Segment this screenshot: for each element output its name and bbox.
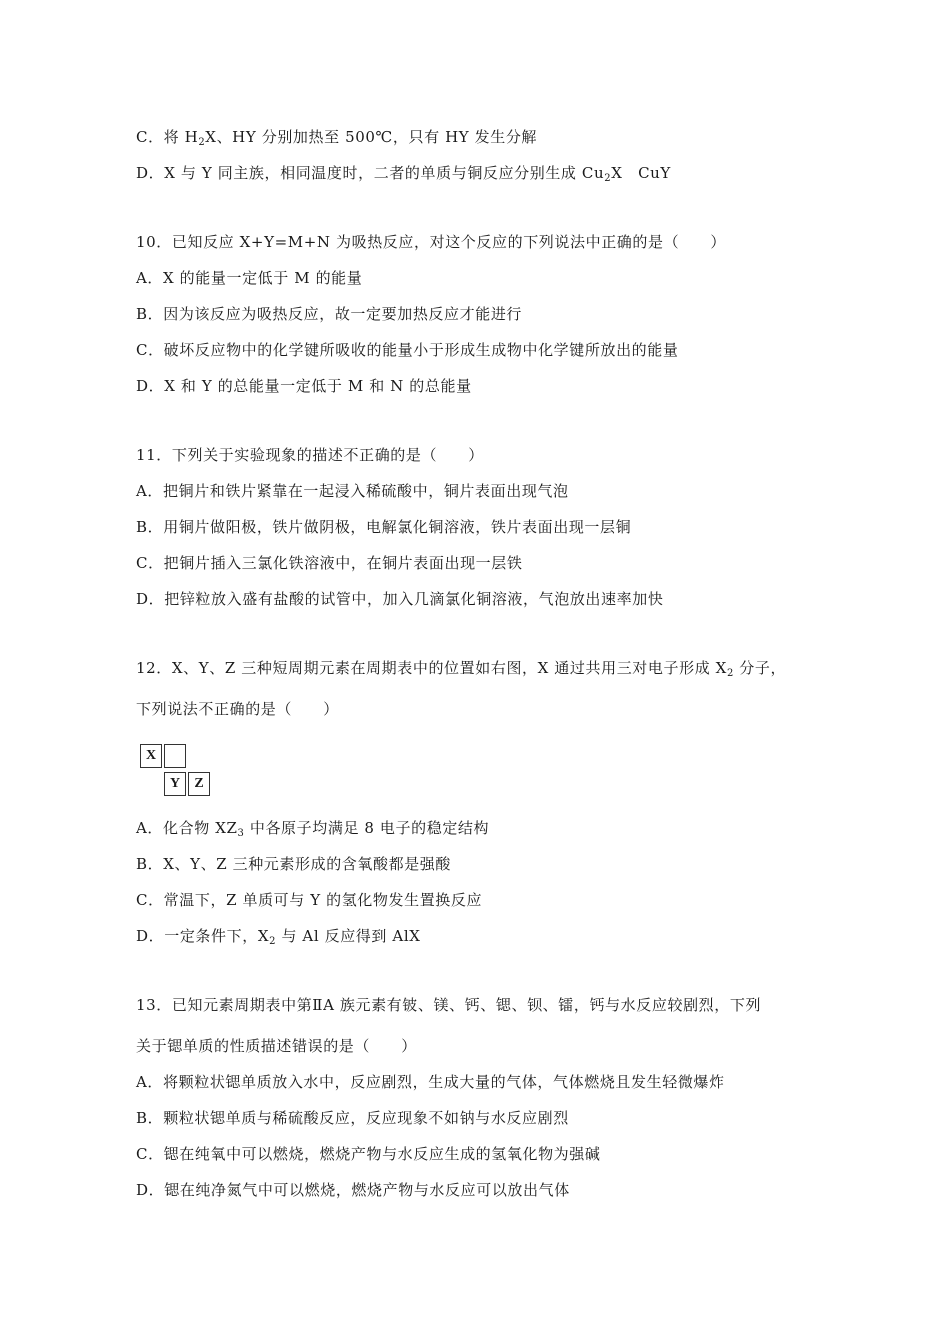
periodic-table-fragment	[140, 744, 215, 798]
grid-cell-z: Z	[188, 772, 210, 796]
q12-option-c: C．常温下，Z 单质可与 Y 的氢化物发生置换反应	[136, 891, 483, 909]
q12-option-b: B．X、Y、Z 三种元素形成的含氧酸都是强酸	[136, 855, 451, 873]
q12-stem-line2: 下列说法不正确的是（ ）	[136, 700, 339, 718]
q13-option-c: C．锶在纯氧中可以燃烧，燃烧产物与水反应生成的氢氧化物为强碱	[136, 1145, 601, 1163]
q10-option-b: B．因为该反应为吸热反应，故一定要加热反应才能进行	[136, 305, 523, 323]
q13-option-b: B．颗粒状锶单质与稀硫酸反应，反应现象不如钠与水反应剧烈	[136, 1109, 569, 1127]
q10-option-d: D．X 和 Y 的总能量一定低于 M 和 N 的总能量	[136, 377, 472, 395]
q11-option-d: D．把锌粒放入盛有盐酸的试管中，加入几滴氯化铜溶液，气泡放出速率加快	[136, 590, 664, 608]
q10-option-a: A．X 的能量一定低于 M 的能量	[136, 269, 363, 287]
q13-stem-line2: 关于锶单质的性质描述错误的是（ ）	[136, 1037, 417, 1055]
q11-stem: 11．下列关于实验现象的描述不正确的是（ ）	[136, 446, 484, 464]
q11-option-c: C．把铜片插入三氯化铁溶液中，在铜片表面出现一层铁	[136, 554, 523, 572]
q13-option-a: A．将颗粒状锶单质放入水中，反应剧烈，生成大量的气体，气体燃烧且发生轻微爆炸	[136, 1073, 725, 1091]
q12-stem-line1: 12．X、Y、Z 三种短周期元素在周期表中的位置如右图，X 通过共用三对电子形成 $X_2$ 分子，	[136, 659, 787, 679]
q9-option-c: C．将 $H_2X$、HY 分别加热至 500℃，只有 HY 发生分解	[136, 128, 538, 148]
q12-option-d: D．一定条件下，$X_2$ 与 Al 反应得到 AlX	[136, 927, 421, 947]
q11-option-a: A．把铜片和铁片紧靠在一起浸入稀硫酸中，铜片表面出现气泡	[136, 482, 569, 500]
q12-option-a: A．化合物 $XZ_3$ 中各原子均满足 8 电子的稳定结构	[136, 819, 490, 839]
grid-cell-x: X	[140, 744, 162, 768]
q9-option-d: D．X 与 Y 同主族，相同温度时，二者的单质与铜反应分别生成 $Cu_2X$ CuY	[136, 164, 671, 184]
q13-stem-line1: 13．已知元素周期表中第ⅡA 族元素有铍、镁、钙、锶、钡、镭，钙与水反应较剧烈，下列	[136, 996, 762, 1014]
q10-option-c: C．破坏反应物中的化学键所吸收的能量小于形成生成物中化学键所放出的能量	[136, 341, 679, 359]
grid-cell-empty	[164, 744, 186, 768]
grid-cell-y: Y	[164, 772, 186, 796]
q11-option-b: B．用铜片做阳极，铁片做阴极，电解氯化铜溶液，铁片表面出现一层铜	[136, 518, 632, 536]
q10-stem: 10．已知反应 X+Y=M+N 为吸热反应，对这个反应的下列说法中正确的是（ ）	[136, 233, 726, 251]
q13-option-d: D．锶在纯净氮气中可以燃烧，燃烧产物与水反应可以放出气体	[136, 1181, 570, 1199]
